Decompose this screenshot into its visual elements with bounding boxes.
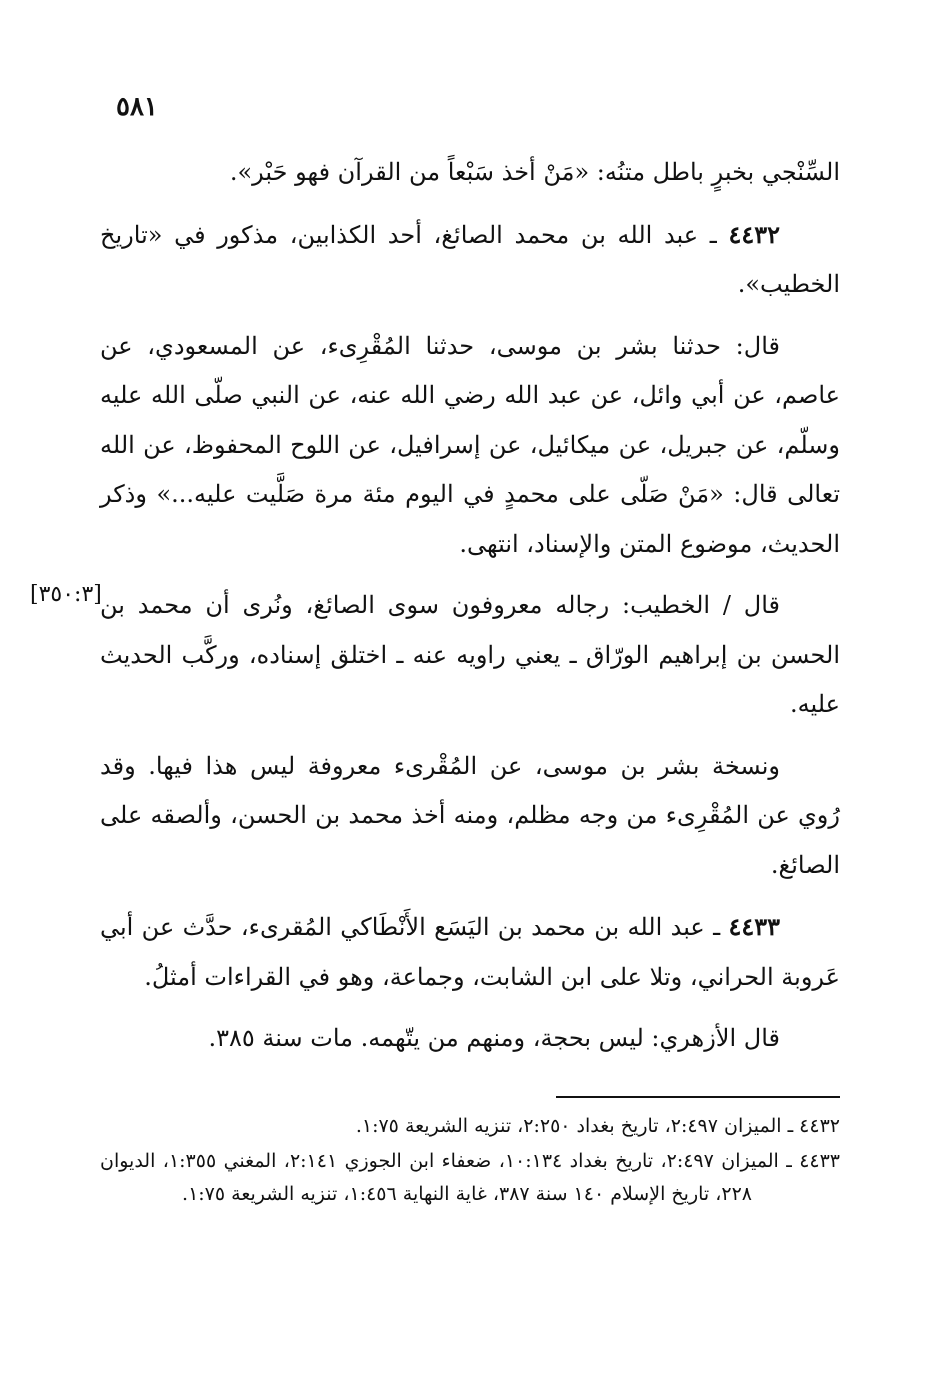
entry-text: ـ عبد الله بن محمد بن اليَسَع الأَنْطَاكي المُقرىء، حدَّث عن أبي عَروبة الحراني، وتلا على ابن الشابت، وجماعة، وهو في القراءات أمثلُ. <box>100 913 840 991</box>
page-number: ٥٨١ <box>116 92 158 122</box>
paragraph-5: ونسخة بشر بن موسى، عن المُقْرىء معروفة ليس هذا فيها. وقد رُوي عن المُقْرِىء من وجه مظلم، ومنه أخذ محمد بن الحسن، وألصقه على الصائغ. <box>100 751 840 879</box>
footnote-divider <box>556 1096 840 1098</box>
footnote-4433: ٤٤٣٣ ـ الميزان ٢:٤٩٧، تاريخ بغداد ١٠:١٣٤، ضعفاء ابن الجوزي ٢:١٤١، المغني ١:٣٥٥، الديوان ٢٢٨، تاريخ الإسلام ١٤٠ سنة ٣٨٧، غاية النهاية ١:٤٥٦، تنزيه الشريعة ١:٧٥. <box>100 1150 841 1205</box>
footnote-4432: ٤٤٣٢ ـ الميزان ٢:٤٩٧، تاريخ بغداد ٢:٢٥٠، تنزيه الشريعة ١:٧٥. <box>355 1115 840 1137</box>
entry-number: ٤٤٣٢ <box>728 219 780 249</box>
footnotes <box>100 1110 840 1213</box>
entry-number: ٤٤٣٣ <box>728 912 780 941</box>
paragraph-3: قال: حدثنا بشر بن موسى، حدثنا المُقْرِىء، عن المسعودي، عن عاصم، عن أبي وائل، عن عبد الله رضي الله عنه، عن النبي صلّى الله عليه وسلّم، عن جبريل، عن ميكائيل، عن إسرافيل، عن اللوح المحفوظ، عن الله تعالى قال: «مَنْ صَلّى على محمدٍ في اليوم مئة مرة صَلَّيت عليه...» وذكر الحديث، موضوع المتن والإسناد، انتهى. <box>100 331 840 558</box>
main-text <box>100 148 840 1076</box>
paragraph-7: قال الأزهري: ليس بحجة، ومنهم من يتّهمه. مات سنة ٣٨٥. <box>208 1024 780 1052</box>
entry-4432 <box>100 210 840 310</box>
entry-4433 <box>100 902 840 1002</box>
paragraph-1: السِّنْجي بخبرٍ باطل متنُه: «مَنْ أخذ سَبْعاً من القرآن فهو حَبْر». <box>229 158 840 186</box>
entry-text: ـ عبد الله بن محمد الصائغ، أحد الكذابين، مذكور في «تاريخ الخطيب». <box>100 220 840 298</box>
paragraph-4: قال / الخطيب: رجاله معروفون سوى الصائغ، ونُرى أن محمد بن الحسن بن إبراهيم الورّاق ـ يعني راويه عنه ـ اختلق إسناده، وركَّب الحديث عليه. <box>100 591 840 718</box>
volume-page-reference: [٣٥٠:٣] <box>30 582 102 607</box>
